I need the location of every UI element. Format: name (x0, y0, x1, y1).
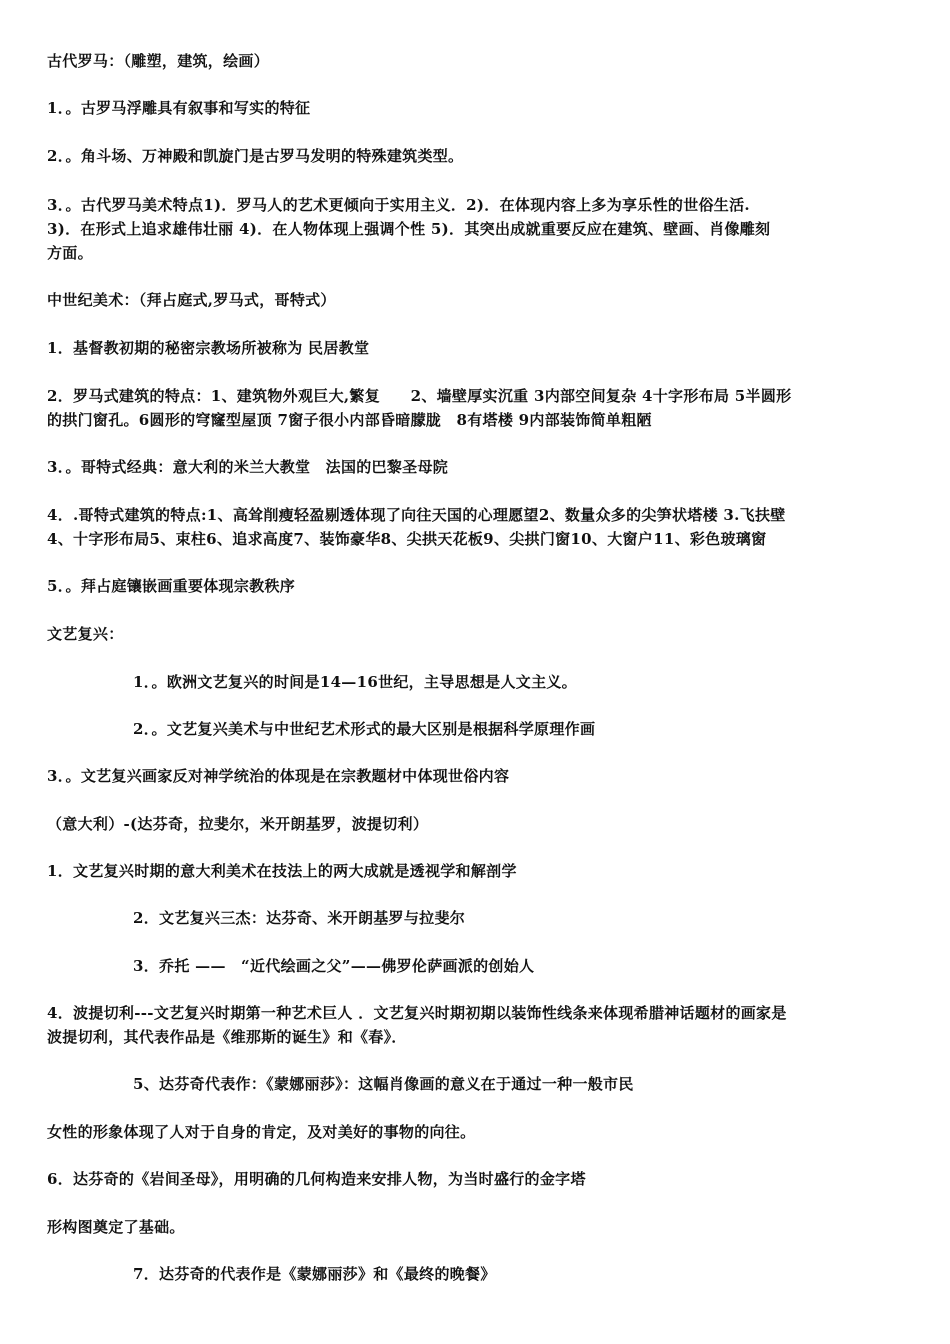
text-line: 2．罗马式建筑的特点：1、建筑物外观巨大,繁复 2、墙壁厚实沉重 3内部空间复杂 4十字形布局 5半圆形 (47, 387, 792, 405)
text-line: 方面。 (47, 244, 93, 262)
text-line: 4．.哥特式建筑的特点:1、高耸削瘦轻盈剔透体现了向往天国的心理愿望2、数量众多的尖笋状塔楼 3.飞扶壁 (47, 506, 786, 524)
text-line: 4．波提切利---文艺复兴时期第一种艺术巨人 ．文艺复兴时期初期以装饰性线条来体现希腊神话题材的画家是 (47, 1004, 787, 1022)
text-line: 3．。哥特式经典：意大利的米兰大教堂 法国的巴黎圣母院 (47, 458, 449, 476)
text-line: 2．。角斗场、万神殿和凯旋门是古罗马发明的特殊建筑类型。 (47, 147, 464, 165)
section-heading-ancient-rome: 古代罗马：（雕塑，建筑，绘画） (47, 52, 270, 70)
text-line: 女性的形象体现了人对于自身的肯定，及对美好的事物的向往。 (47, 1123, 476, 1141)
text-line: 形构图奠定了基础。 (47, 1218, 185, 1236)
text-line: 3．乔托 —— “近代绘画之父”——佛罗伦萨画派的创始人 (133, 957, 535, 975)
section-heading-renaissance: 文艺复兴： (47, 625, 124, 643)
text-line: 6．达芬奇的《岩间圣母》，用明确的几何构造来安排人物，为当时盛行的金字塔 (47, 1170, 586, 1188)
text-line: 1．。欧洲文艺复兴的时间是14—16世纪，主导思想是人文主义。 (133, 673, 577, 691)
text-line: 1．。古罗马浮雕具有叙事和写实的特征 (47, 99, 311, 117)
section-heading-italy: （意大利）-(达芬奇，拉斐尔，米开朗基罗，波提切利） (47, 815, 429, 833)
text-line: 4、十字形布局5、束柱6、追求高度7、装饰豪华8、尖拱天花板9、尖拱门窗10、大窗户11、彩色玻璃窗 (47, 530, 767, 548)
text-line: 3．。文艺复兴画家反对神学统治的体现是在宗教题材中体现世俗内容 (47, 767, 510, 785)
text-line: 的拱门窗孔。6圆形的穹窿型屋顶 7窗子很小内部昏暗朦胧 8有塔楼 9内部装饰简单粗陋 (47, 411, 652, 429)
text-line: 3．。古代罗马美术特点1)．罗马人的艺术更倾向于实用主义．2)．在体现内容上多为享乐性的世俗生活. (47, 196, 750, 214)
text-line: 1．文艺复兴时期的意大利美术在技法上的两大成就是透视学和解剖学 (47, 862, 517, 880)
text-line: 7．达芬奇的代表作是《蒙娜丽莎》和《最终的晚餐》 (133, 1265, 496, 1283)
text-line: 3)．在形式上追求雄伟壮丽 4)．在人物体现上强调个性 5)．其突出成就重要反应在建筑、壁画、肖像雕刻 (47, 220, 771, 238)
text-line: 2．。文艺复兴美术与中世纪艺术形式的最大区别是根据科学原理作画 (133, 720, 596, 738)
text-line: 1．基督教初期的秘密宗教场所被称为 民居教堂 (47, 339, 370, 357)
section-heading-medieval: 中世纪美术：（拜占庭式,罗马式，哥特式） (47, 291, 336, 309)
text-line: 5、达芬奇代表作：《蒙娜丽莎》：这幅肖像画的意义在于通过一种一般市民 (133, 1075, 634, 1093)
text-line: 5．。拜占庭镶嵌画重要体现宗教秩序 (47, 577, 296, 595)
text-line: 波提切利，其代表作品是《维那斯的诞生》和《春》． (47, 1028, 407, 1046)
text-line: 2．文艺复兴三杰：达芬奇、米开朗基罗与拉斐尔 (133, 909, 466, 927)
